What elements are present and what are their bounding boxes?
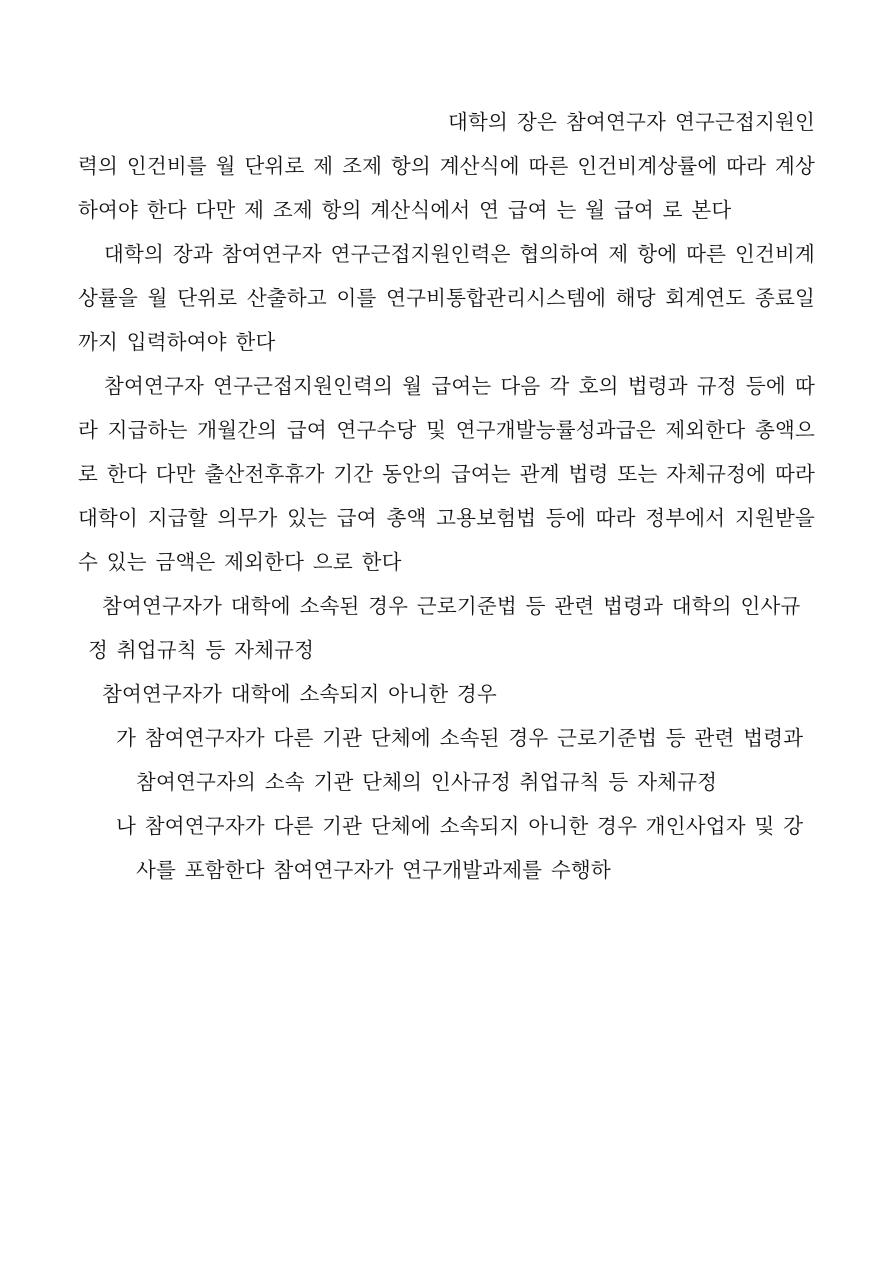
document-body bbox=[78, 100, 815, 892]
paragraph-item-ga: 가 참여연구자가 다른 기관 단체에 소속된 경우 근로기준법 등 관련 법령과 참여연구자의 소속 기관 단체의 인사규정 취업규칙 등 자체규정 bbox=[116, 726, 804, 794]
paragraph-clause-1: 대학의 장은 참여연구자 연구근접지원인력의 인건비를 월 단위로 제 조제 항의 계산식에 따른 인건비계상률에 따라 계상하여야 한다 다만 제 조제 항의 계산식에서 연 급여 는 월 급여 로 본다 bbox=[78, 110, 815, 222]
paragraph-clause-2: 대학의 장과 참여연구자 연구근접지원인력은 협의하여 제 항에 따른 인건비계상률을 월 단위로 산출하고 이를 연구비통합관리시스템에 해당 회계연도 종료일까지 입력하여야 한다 bbox=[78, 242, 815, 354]
paragraph-item-na: 나 참여연구자가 다른 기관 단체에 소속되지 아니한 경우 개인사업자 및 강사를 포함한다 참여연구자가 연구개발과제를 수행하 bbox=[116, 814, 804, 882]
paragraph-item-2: 참여연구자가 대학에 소속되지 아니한 경우 bbox=[102, 682, 497, 706]
paragraph-item-1: 참여연구자가 대학에 소속된 경우 근로기준법 등 관련 법령과 대학의 인사규정 취업규칙 등 자체규정 bbox=[88, 594, 801, 662]
paragraph-clause-3: 참여연구자 연구근접지원인력의 월 급여는 다음 각 호의 법령과 규정 등에 따라 지급하는 개월간의 급여 연구수당 및 연구개발능률성과급은 제외한다 총액으로 한다 다만 출산전후휴가 기간 동안의 급여는 관계 법령 또는 자체규정에 따라 대학이 지급할 의무가 있는 급여 총액 고용보험법 등에 따라 정부에서 지원받을 수 있는 금액은 제외한다 으로 한다 bbox=[78, 374, 815, 574]
